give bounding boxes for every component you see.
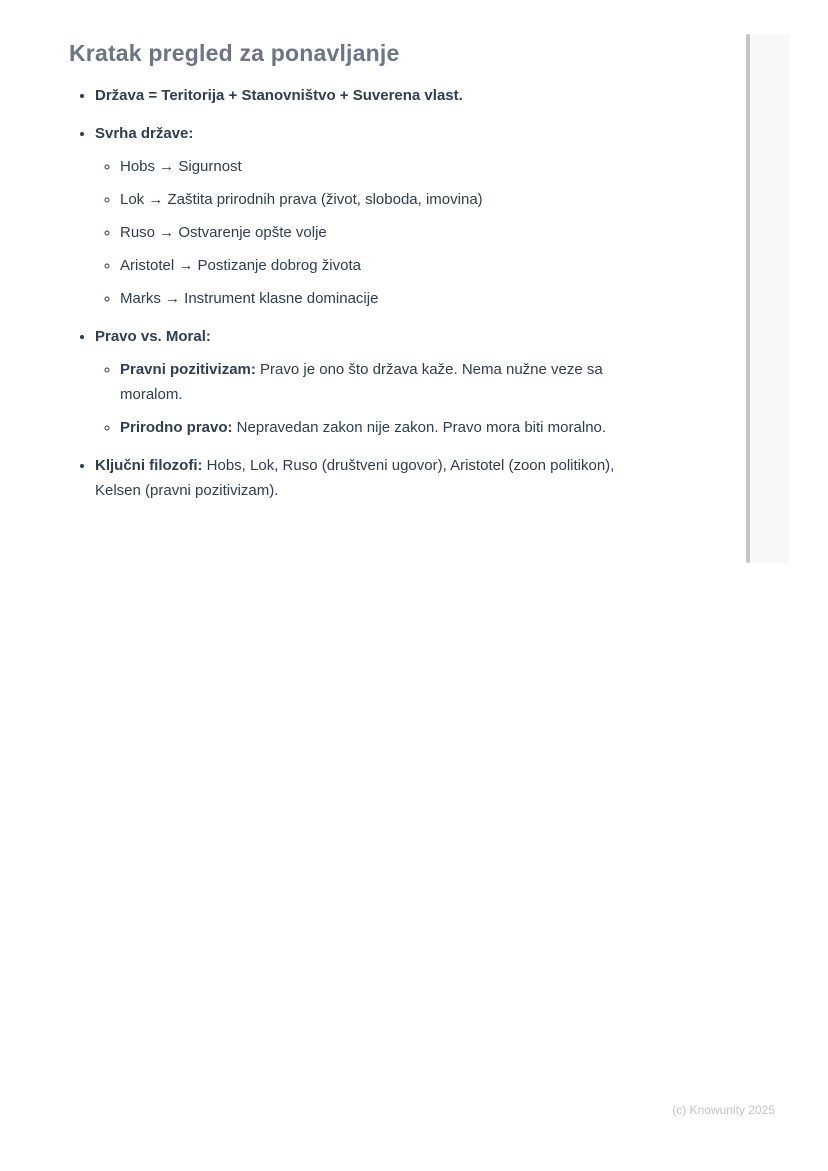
sub-list-item	[120, 415, 647, 440]
item-text-bold: Prirodno pravo:	[120, 419, 233, 436]
sub-list	[95, 154, 647, 311]
list-item	[95, 121, 647, 311]
list-item	[95, 453, 647, 503]
list-item	[95, 83, 647, 108]
scrollbar-thumb[interactable]	[746, 34, 750, 563]
item-text: Aristotel → Postizanje dobrog života	[120, 257, 361, 274]
sub-list	[95, 357, 647, 440]
item-text: Hobs → Sigurnost	[120, 158, 242, 175]
item-text-bold: Ključni filozofi:	[95, 457, 203, 474]
item-text: Hobs, Lok, Ruso (društveni ugovor), Aristotel (zoon politikon), Kelsen (pravni pozitivizam).	[95, 457, 615, 499]
item-text: Pravo je ono što država kaže. Nema nužne veze sa moralom.	[120, 361, 603, 403]
item-text-bold: Pravo vs. Moral:	[95, 328, 211, 345]
notes-list	[69, 83, 647, 503]
document-page	[69, 40, 647, 503]
item-text: Ruso → Ostvarenje opšte volje	[120, 224, 327, 241]
sub-list-item	[120, 220, 647, 245]
scrollbar-track[interactable]	[750, 34, 790, 563]
item-text: Lok → Zaštita prirodnih prava (život, sloboda, imovina)	[120, 191, 483, 208]
sub-list-item	[120, 286, 647, 311]
sub-list-item	[120, 187, 647, 212]
sub-list-item	[120, 154, 647, 179]
copyright-note: (c) Knowunity 2025	[672, 1103, 775, 1117]
item-text: Marks → Instrument klasne dominacije	[120, 290, 379, 307]
item-text-bold: Svrha države:	[95, 125, 194, 142]
sub-list-item	[120, 253, 647, 278]
item-text-bold: Država = Teritorija + Stanovništvo + Suverena vlast.	[95, 87, 463, 104]
sub-list-item	[120, 357, 647, 407]
list-item	[95, 324, 647, 440]
page-title: Kratak pregled za ponavljanje	[69, 40, 400, 66]
item-text: Nepravedan zakon nije zakon. Pravo mora biti moralno.	[232, 419, 607, 436]
item-text-bold: Pravni pozitivizam:	[120, 361, 256, 378]
